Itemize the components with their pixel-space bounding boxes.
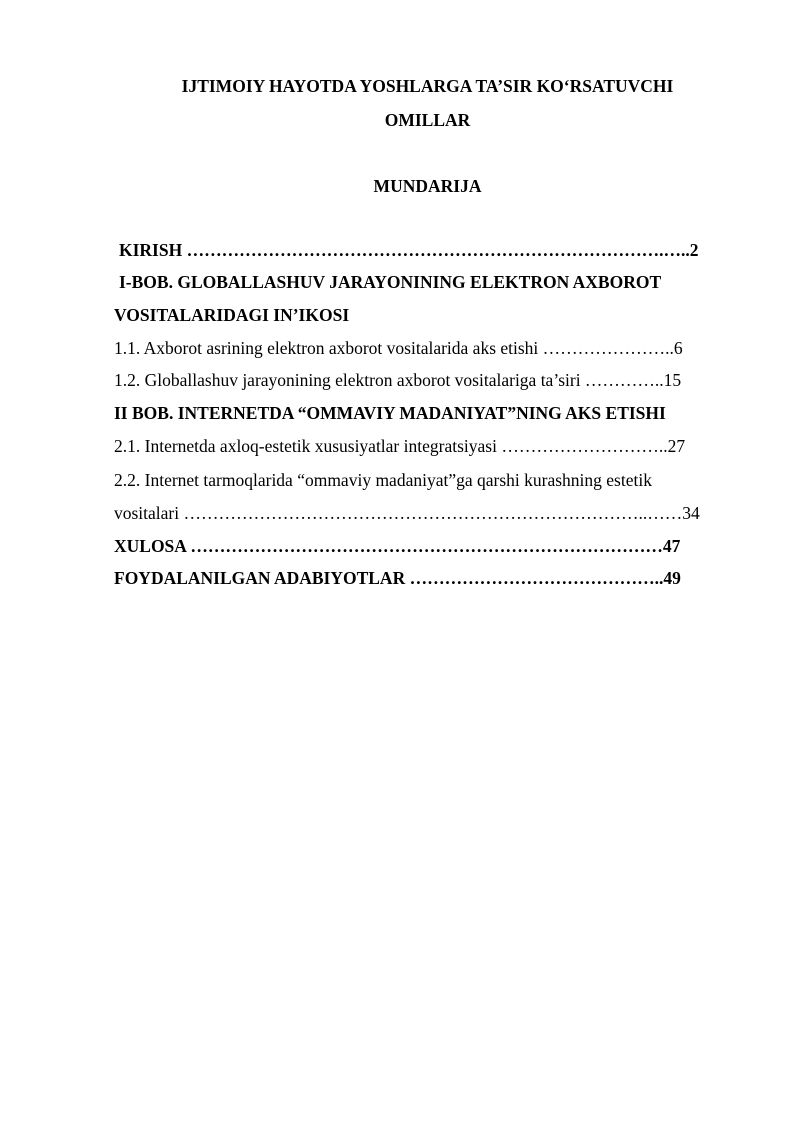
toc-item-kirish: KIRISH ……………………………………………………………………….…..2 [119, 240, 699, 260]
document-title-line1: IJTIMOIY HAYOTDA YOSHLARGA TA’SIR KO‘RSATUVCHI [181, 76, 674, 96]
toc-section-2-2-line1: 2.2. Internet tarmoqlarida “ommaviy madaniyat”ga qarshi kurashning estetik [114, 470, 652, 490]
toc-section-1-2: 1.2. Globallashuv jarayonining elektron axborot vositalariga ta’siri …………..15 [114, 370, 682, 390]
document-title-line2: OMILLAR [384, 110, 471, 130]
toc-section-2-1: 2.1. Internetda axloq-estetik xususiyatlar integratsiyasi ………………………..27 [114, 436, 686, 456]
toc-item-bibliography: FOYDALANILGAN ADABIYOTLAR ……………………………………..49 [114, 568, 681, 588]
toc-chapter2-title: II BOB. INTERNETDA “OMMAVIY MADANIYAT”NING AKS ETISHI [114, 403, 666, 423]
toc-item-xulosa: XULOSA ………………………………………………………………………47 [114, 536, 681, 556]
toc-chapter1-title-line1: I-BOB. GLOBALLASHUV JARAYONINING ELEKTRON AXBOROT [119, 272, 662, 292]
toc-section-2-2-line2: vositalari ……………………………………………………………………..……34 [114, 503, 700, 523]
toc-chapter1-title-line2: VOSITALARIDAGI IN’IKOSI [114, 305, 350, 325]
contents-heading: MUNDARIJA [373, 176, 482, 196]
toc-section-1-1: 1.1. Axborot asrining elektron axborot vositalarida aks etishi …………………..6 [114, 338, 683, 358]
